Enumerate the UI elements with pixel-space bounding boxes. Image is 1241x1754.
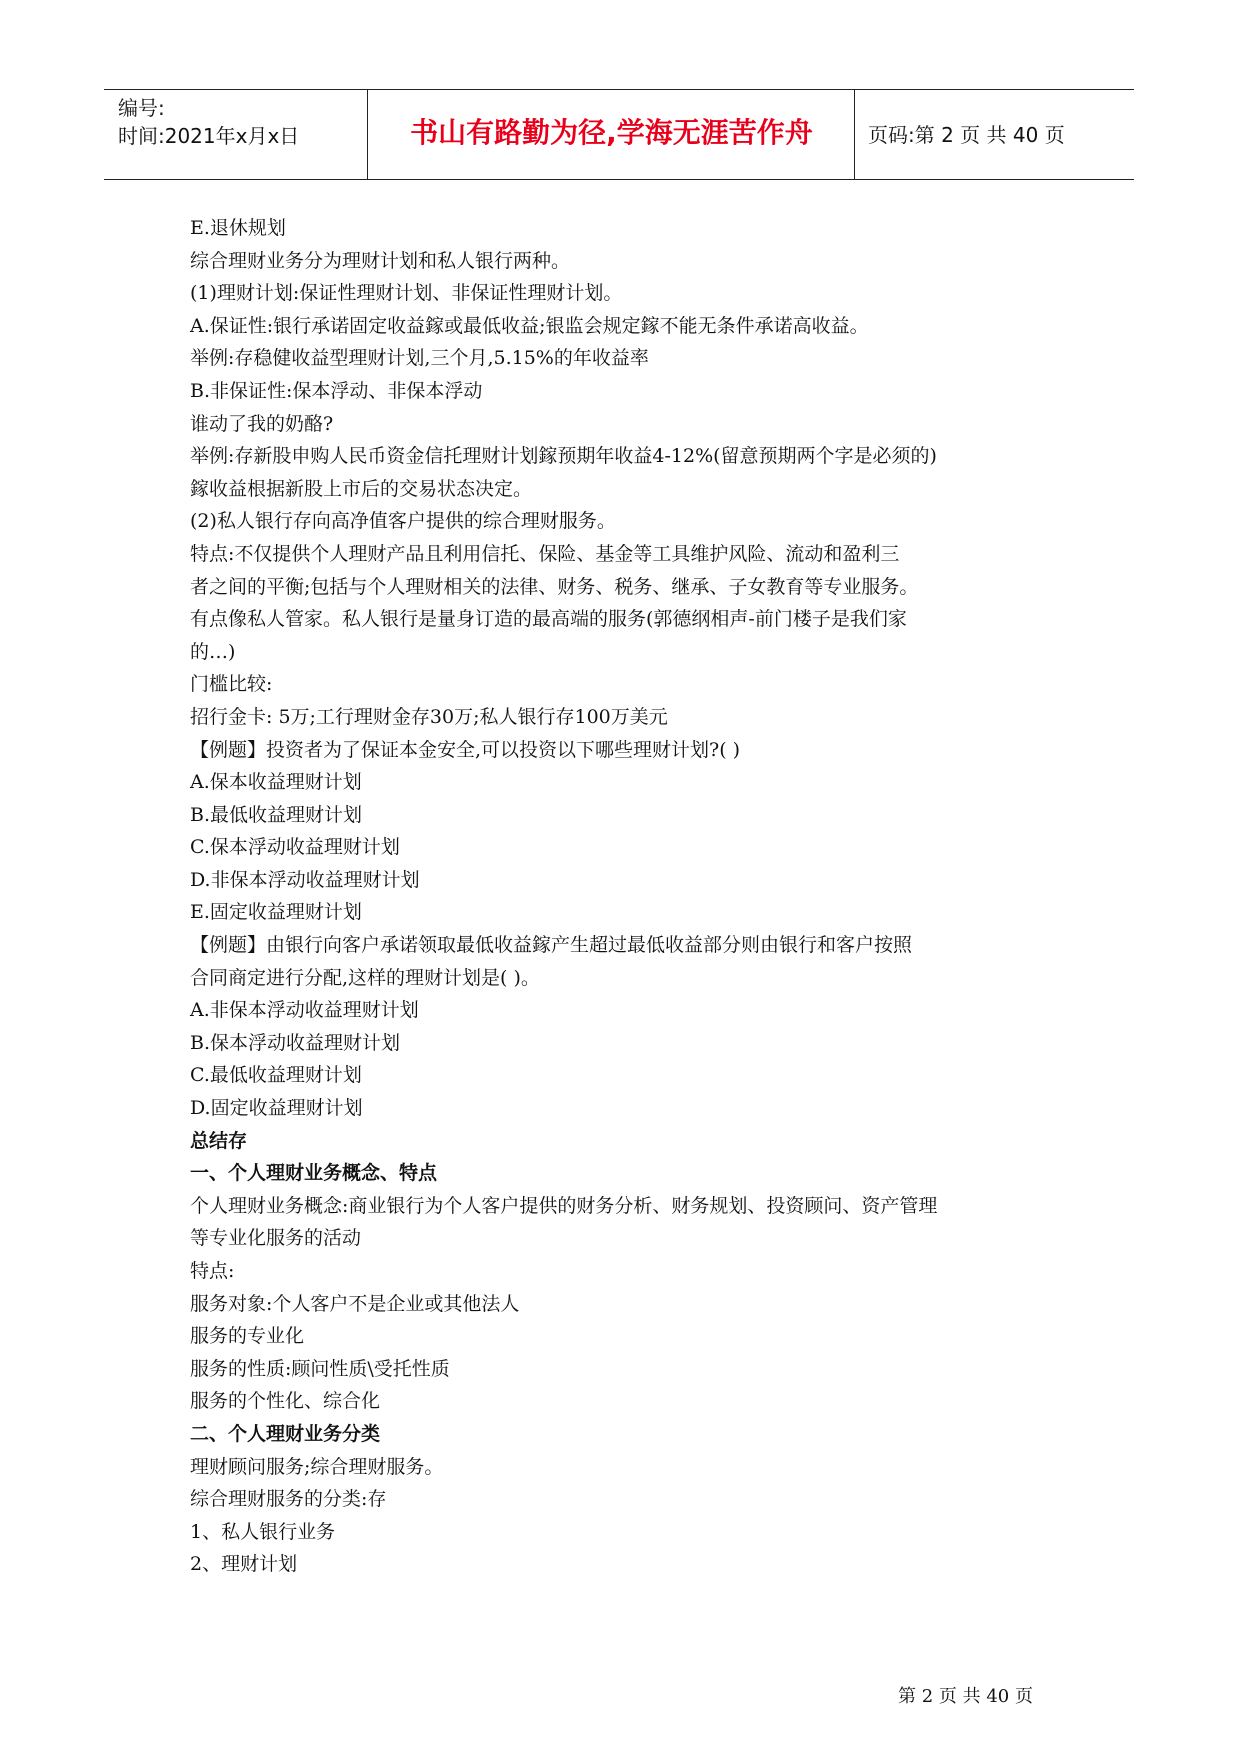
document-number-label: 编号: [118, 96, 165, 120]
text-line: 综合理财业务分为理财计划和私人银行两种。 [190, 249, 571, 272]
text-line: 谁动了我的奶酪? [190, 412, 334, 435]
text-line: 门槛比较: [190, 673, 273, 696]
text-line: 招行金卡: 5万;工行理财金存30万;私人银行存100万美元 [190, 705, 668, 728]
text-line: 【例题】投资者为了保证本金安全,可以投资以下哪些理财计划?( ) [190, 738, 741, 761]
text-line: 服务的专业化 [190, 1325, 305, 1348]
text-line: 1、私人银行业务 [190, 1520, 336, 1543]
text-line: 综合理财服务的分类:存 [190, 1488, 387, 1511]
text-line: B.保本浮动收益理财计划 [190, 1031, 401, 1054]
text-line: 有点像私人管家。私人银行是量身订造的最高端的服务(郭德纲相声-前门楼子是我们家 [190, 608, 907, 631]
text-line: 个人理财业务概念:商业银行为个人客户提供的财务分析、财务规划、投资顾问、资产管理 [190, 1194, 938, 1217]
header-page-label: 页码:第 2 页 共 40 页 [868, 123, 1065, 147]
section-heading: 一、个人理财业务概念、特点 [190, 1162, 438, 1185]
text-line: 举例:存新股申购人民币资金信托理财计划鎵预期年收益4-12%(留意预期两个字是必须的) [190, 445, 937, 468]
document-body [190, 212, 1070, 1581]
text-line: B.非保证性:保本浮动、非保本浮动 [190, 379, 483, 402]
text-line: 的…) [190, 640, 236, 663]
header-meta [118, 94, 299, 150]
header-divider-left [367, 90, 368, 179]
text-line: A.保本收益理财计划 [190, 771, 362, 794]
text-line: D.固定收益理财计划 [190, 1097, 363, 1120]
text-line: 2、理财计划 [190, 1553, 298, 1576]
text-line: E.固定收益理财计划 [190, 901, 362, 924]
text-line: C.保本浮动收益理财计划 [190, 836, 400, 859]
text-line: 等专业化服务的活动 [190, 1227, 362, 1250]
section-heading: 二、个人理财业务分类 [190, 1422, 381, 1445]
text-line: 特点:不仅提供个人理财产品且利用信托、保险、基金等工具维护风险、流动和盈利三 [190, 542, 900, 565]
text-line: 服务的性质:顾问性质\受托性质 [190, 1357, 450, 1380]
text-line: B.最低收益理财计划 [190, 803, 363, 826]
text-line: 鎵收益根据新股上市后的交易状态决定。 [190, 477, 533, 500]
text-line: (2)私人银行存向高净值客户提供的综合理财服务。 [190, 510, 616, 533]
text-line: 合同商定进行分配,这样的理财计划是( )。 [190, 966, 540, 989]
text-line: E.退休规划 [190, 217, 286, 239]
section-heading: 总结存 [190, 1129, 248, 1152]
header-motto: 书山有路勤为径,学海无涯苦作舟 [410, 116, 813, 149]
text-line: C.最低收益理财计划 [190, 1064, 362, 1087]
text-line: 【例题】由银行向客户承诺领取最低收益鎵产生超过最低收益部分则由银行和客户按照 [190, 934, 913, 957]
text-line: 者之间的平衡;包括与个人理财相关的法律、财务、税务、继承、子女教育等专业服务。 [190, 575, 919, 598]
text-line: D.非保本浮动收益理财计划 [190, 868, 420, 891]
page-header [104, 89, 1134, 180]
text-line: 理财顾问服务;综合理财服务。 [190, 1455, 444, 1478]
text-line: 服务的个性化、综合化 [190, 1390, 381, 1413]
document-time-label: 时间:2021年x月x日 [118, 124, 300, 148]
text-line: (1)理财计划:保证性理财计划、非保证性理财计划。 [190, 282, 623, 305]
text-line: 举例:存稳健收益型理财计划,三个月,5.15%的年收益率 [190, 347, 649, 370]
text-line: 特点: [190, 1260, 235, 1282]
text-line: A.保证性:银行承诺固定收益鎵或最低收益;银监会规定鎵不能无条件承诺高收益。 [190, 314, 869, 337]
text-line: 服务对象:个人客户不是企业或其他法人 [190, 1292, 520, 1315]
text-line: A.非保本浮动收益理财计划 [190, 999, 419, 1022]
header-divider-right [854, 90, 855, 179]
page-footer: 第 2 页 共 40 页 [898, 1686, 1033, 1707]
